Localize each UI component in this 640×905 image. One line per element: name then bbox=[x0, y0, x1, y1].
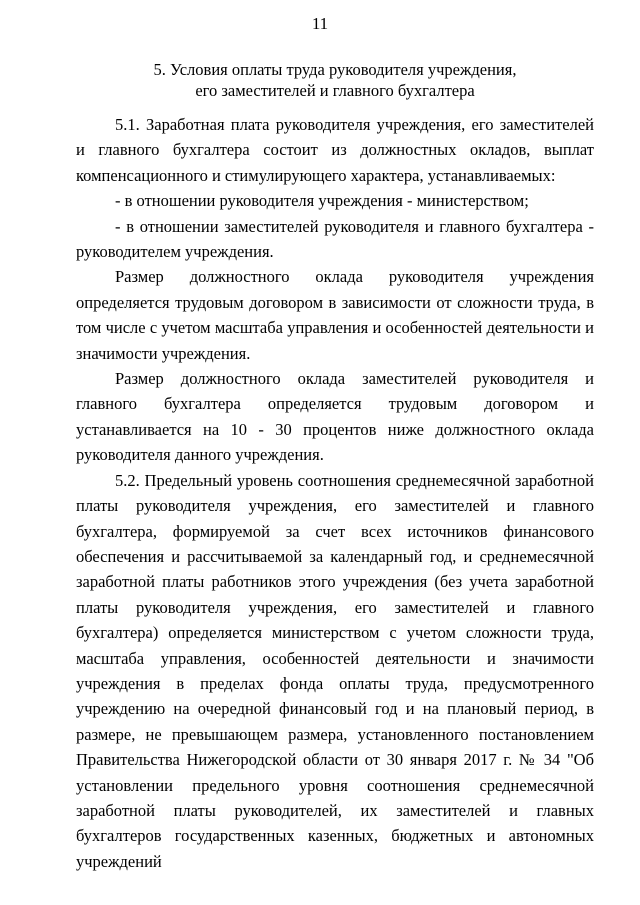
list-item-deputies: - в отношении заместителей руководителя и главного бухгалтера - руководителем учреждения. bbox=[76, 216, 594, 262]
paragraph-5-1: 5.1. Заработная плата руководителя учреждения, его заместителей и главного бухгалтера состоит из должностных окладов, выплат компенсационного и стимулирующего характера, устанавливаемых: bbox=[76, 115, 594, 185]
paragraph-deputy-salary: Размер должностного оклада заместителей руководителя и главного бухгалтера определяется трудовым договором и устанавливается на 10 - 30 процентов ниже должностного оклада руководителя данного учреждения. bbox=[76, 369, 594, 465]
paragraph-head-salary: Размер должностного оклада руководителя учреждения определяется трудовым договором в зависимости от сложности труда, в том числе с учетом масштаба управления и особенностей деятельности и значимости учреждения. bbox=[76, 267, 594, 363]
list-item-head: - в отношении руководителя учреждения - министерством; bbox=[115, 191, 529, 211]
section-title bbox=[76, 59, 594, 101]
section-title-line-1: 5. Условия оплаты труда руководителя учреждения, bbox=[153, 60, 517, 79]
page-number: 11 bbox=[311, 14, 329, 33]
paragraph-5-2: 5.2. Предельный уровень соотношения среднемесячной заработной платы руководителя учреждения, его заместителей и главного бухгалтера, формируемой за счет всех источников финансового обеспечения и рассчитываемой за календарный год, и среднемесячной заработной платы работников этого учреждения (без учета заработной платы руководителя учреждения, его заместителей и главного бухгалтера) определяется министерством с учетом сложности труда, масштаба управления, особенностей деятельности и значимости учреждения в пределах фонда оплаты труда, предусмотренного учреждению на очередной финансовый год и на плановый период, в размере, не превышающем размера, установленного постановлением Правительства Нижегородской области от 30 января 2017 г. № 34 "Об установлении предельного уровня соотношения среднемесячной заработной платы руководителей, их заместителей и главных бухгалтеров государственных казенных, бюджетных и автономных учреждений bbox=[76, 470, 594, 871]
document-body bbox=[76, 112, 594, 874]
section-title-line-2: его заместителей и главного бухгалтера bbox=[195, 81, 475, 100]
